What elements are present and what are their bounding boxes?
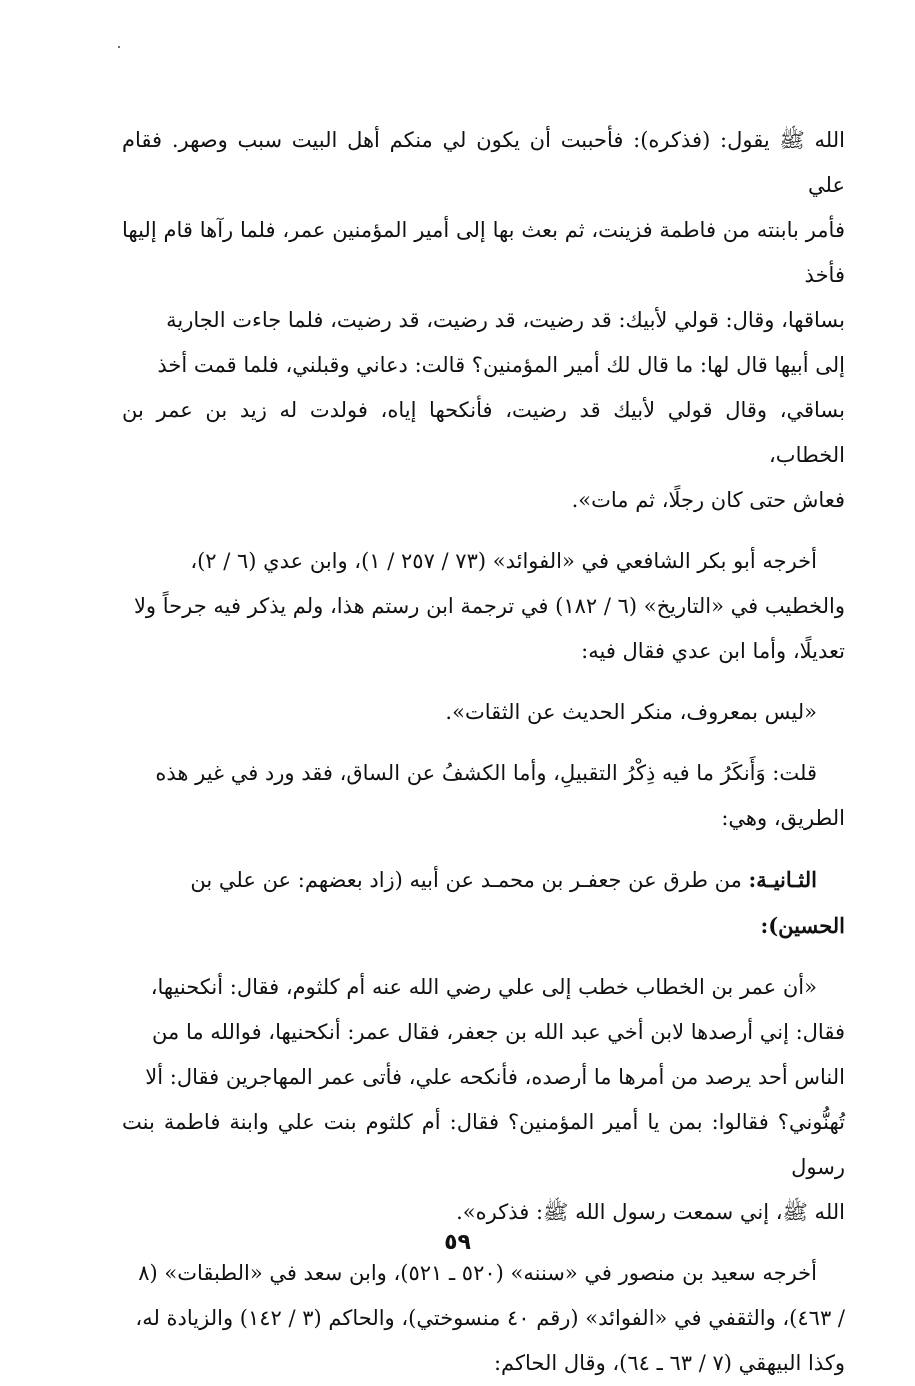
text-line: «ليس بمعروف، منكر الحديث عن الثقات». <box>445 700 817 724</box>
text-line: فقال: إني أرصدها لابن أخي عبد الله بن جعفر، فقال عمر: أنكحنيها، فوالله ما من <box>152 1020 845 1044</box>
page-number: ٥٩ <box>444 1230 471 1255</box>
text-line: الطريق، وهي: <box>721 806 845 830</box>
paragraph-comment <box>122 751 845 841</box>
body-text <box>122 118 845 1386</box>
text-line: الله ﷺ، إني سمعت رسول الله ﷺ: فذكره». <box>456 1200 845 1224</box>
text-line: / ٤٦٣)، والثقفي في «الفوائد» (رقم ٤٠ منسوختي)، والحاكم (٣ / ١٤٢) والزيادة له، <box>135 1306 845 1330</box>
text-line: بساقي، وقال قولي لأبيك قد رضيت، فأنكحها إياه، فولدت له زيد بن عمر بن الخطاب، <box>122 398 845 467</box>
text-line: وكذا البيهقي (٧ / ٦٣ ـ ٦٤)، وقال الحاكم: <box>493 1351 845 1375</box>
text-line: بساقها، وقال: قولي لأبيك: قد رضيت، قد رضيت، قد رضيت، فلما جاءت الجارية <box>166 308 845 332</box>
text-line: إلى أبيها قال لها: ما قال لك أمير المؤمنين؟ قالت: دعاني وقبلني، فلما قمت أخذ <box>157 353 845 377</box>
text-line: قلت: وَأَنكَرُ ما فيه ذِكْرُ التقبيلِ، وأما الكشفُ عن الساق، فقد ورد في غير هذه <box>155 761 817 785</box>
section-lead: الثـانيـة: <box>748 867 817 892</box>
paragraph-takhrij-1 <box>122 539 845 674</box>
paragraph-hadith-continuation <box>122 118 845 523</box>
text-line: فعاش حتى كان رجلًا، ثم مات». <box>571 488 845 512</box>
text-line: الحسين): <box>760 913 845 938</box>
paragraph-hadith-umm-kulthum <box>122 965 845 1235</box>
text-line: «أن عمر بن الخطاب خطب إلى علي رضي الله عنه أم كلثوم، فقال: أنكحنيها، <box>150 975 817 999</box>
paragraph-quote-ibn-adi <box>122 690 845 735</box>
paragraph-second-route <box>122 857 845 949</box>
text-line: الله ﷺ يقول: (فذكره): فأحببت أن يكون لي منكم أهل البيت سبب وصهر. فقام علي <box>122 128 845 197</box>
text-line: فأمر بابنته من فاطمة فزينت، ثم بعث بها إلى أمير المؤمنين عمر، فلما رآها قام إليها فأخذ <box>122 218 845 287</box>
text-line: تُهنُّوني؟ فقالوا: بمن يا أمير المؤمنين؟ فقال: أم كلثوم بنت علي وابنة فاطمة بنت رسول <box>122 1110 845 1179</box>
text-line: الناس أحد يرصد من أمرها ما أرصده، فأنكحه علي، فأتى عمر المهاجرين فقال: ألا <box>145 1065 845 1089</box>
text-line: أخرجه سعيد بن منصور في «سننه» (٥٢٠ ـ ٥٢١)، وابن سعد في «الطبقات» (٨ <box>138 1261 817 1285</box>
text-line: من طرق عن جعفـر بن محمـد عن أبيه (زاد بعضهم: عن علي بن <box>190 868 749 892</box>
text-line: تعديلًا، وأما ابن عدي فقال فيه: <box>581 639 845 663</box>
text-line: أخرجه أبو بكر الشافعي في «الفوائد» (٧٣ / ٢٥٧ / ١)، وابن عدي (٦ / ٢)، <box>190 549 817 573</box>
text-line: والخطيب في «التاريخ» (٦ / ١٨٢) في ترجمة ابن رستم هذا، ولم يذكر فيه جرحاً ولا <box>133 594 845 618</box>
paragraph-takhrij-2 <box>122 1251 845 1386</box>
scan-speck <box>118 46 120 48</box>
